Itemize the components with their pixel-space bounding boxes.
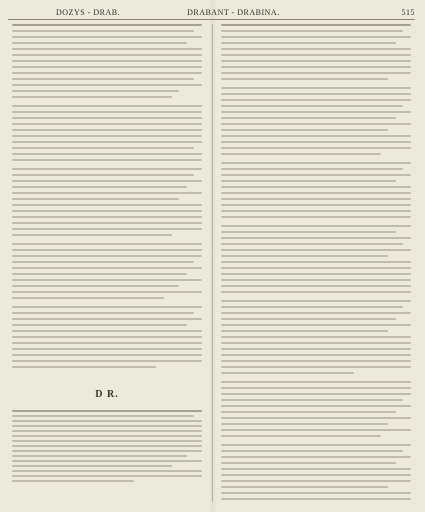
dictionary-entry (221, 225, 411, 293)
entry-text-block (12, 168, 202, 236)
entry-text-block (221, 444, 411, 502)
section-heading: D R. (95, 389, 119, 400)
dictionary-entry (12, 306, 202, 368)
entry-text-block (12, 306, 202, 368)
header-rule (8, 19, 415, 20)
entry-text-block (221, 24, 411, 80)
entry-text-block (221, 300, 411, 374)
dictionary-entry (12, 168, 202, 236)
dictionary-entry (12, 410, 202, 482)
dictionary-entry (221, 162, 411, 218)
column-divider (212, 24, 213, 502)
entry-text-block (12, 243, 202, 299)
page-number: 515 (401, 8, 415, 17)
entry-text-block (12, 24, 202, 98)
entry-text-block (221, 225, 411, 293)
dictionary-entry (221, 444, 411, 502)
dictionary-entry (221, 381, 411, 437)
dictionary-entry (12, 105, 202, 161)
entry-text-block (12, 410, 202, 482)
dictionary-entry (221, 300, 411, 374)
dictionary-entry (221, 24, 411, 80)
entry-text-block (12, 105, 202, 161)
entry-text-block (221, 87, 411, 155)
entry-text-block (221, 162, 411, 218)
dictionary-entry (12, 24, 202, 98)
running-header-left: DOZYS - DRAB. (56, 8, 121, 17)
right-column (221, 24, 411, 502)
dictionary-entry (221, 87, 411, 155)
running-header-center: DRABANT - DRABINA. (187, 8, 280, 17)
left-column (12, 24, 202, 502)
entry-text-block (221, 381, 411, 437)
dictionary-entry (12, 243, 202, 299)
